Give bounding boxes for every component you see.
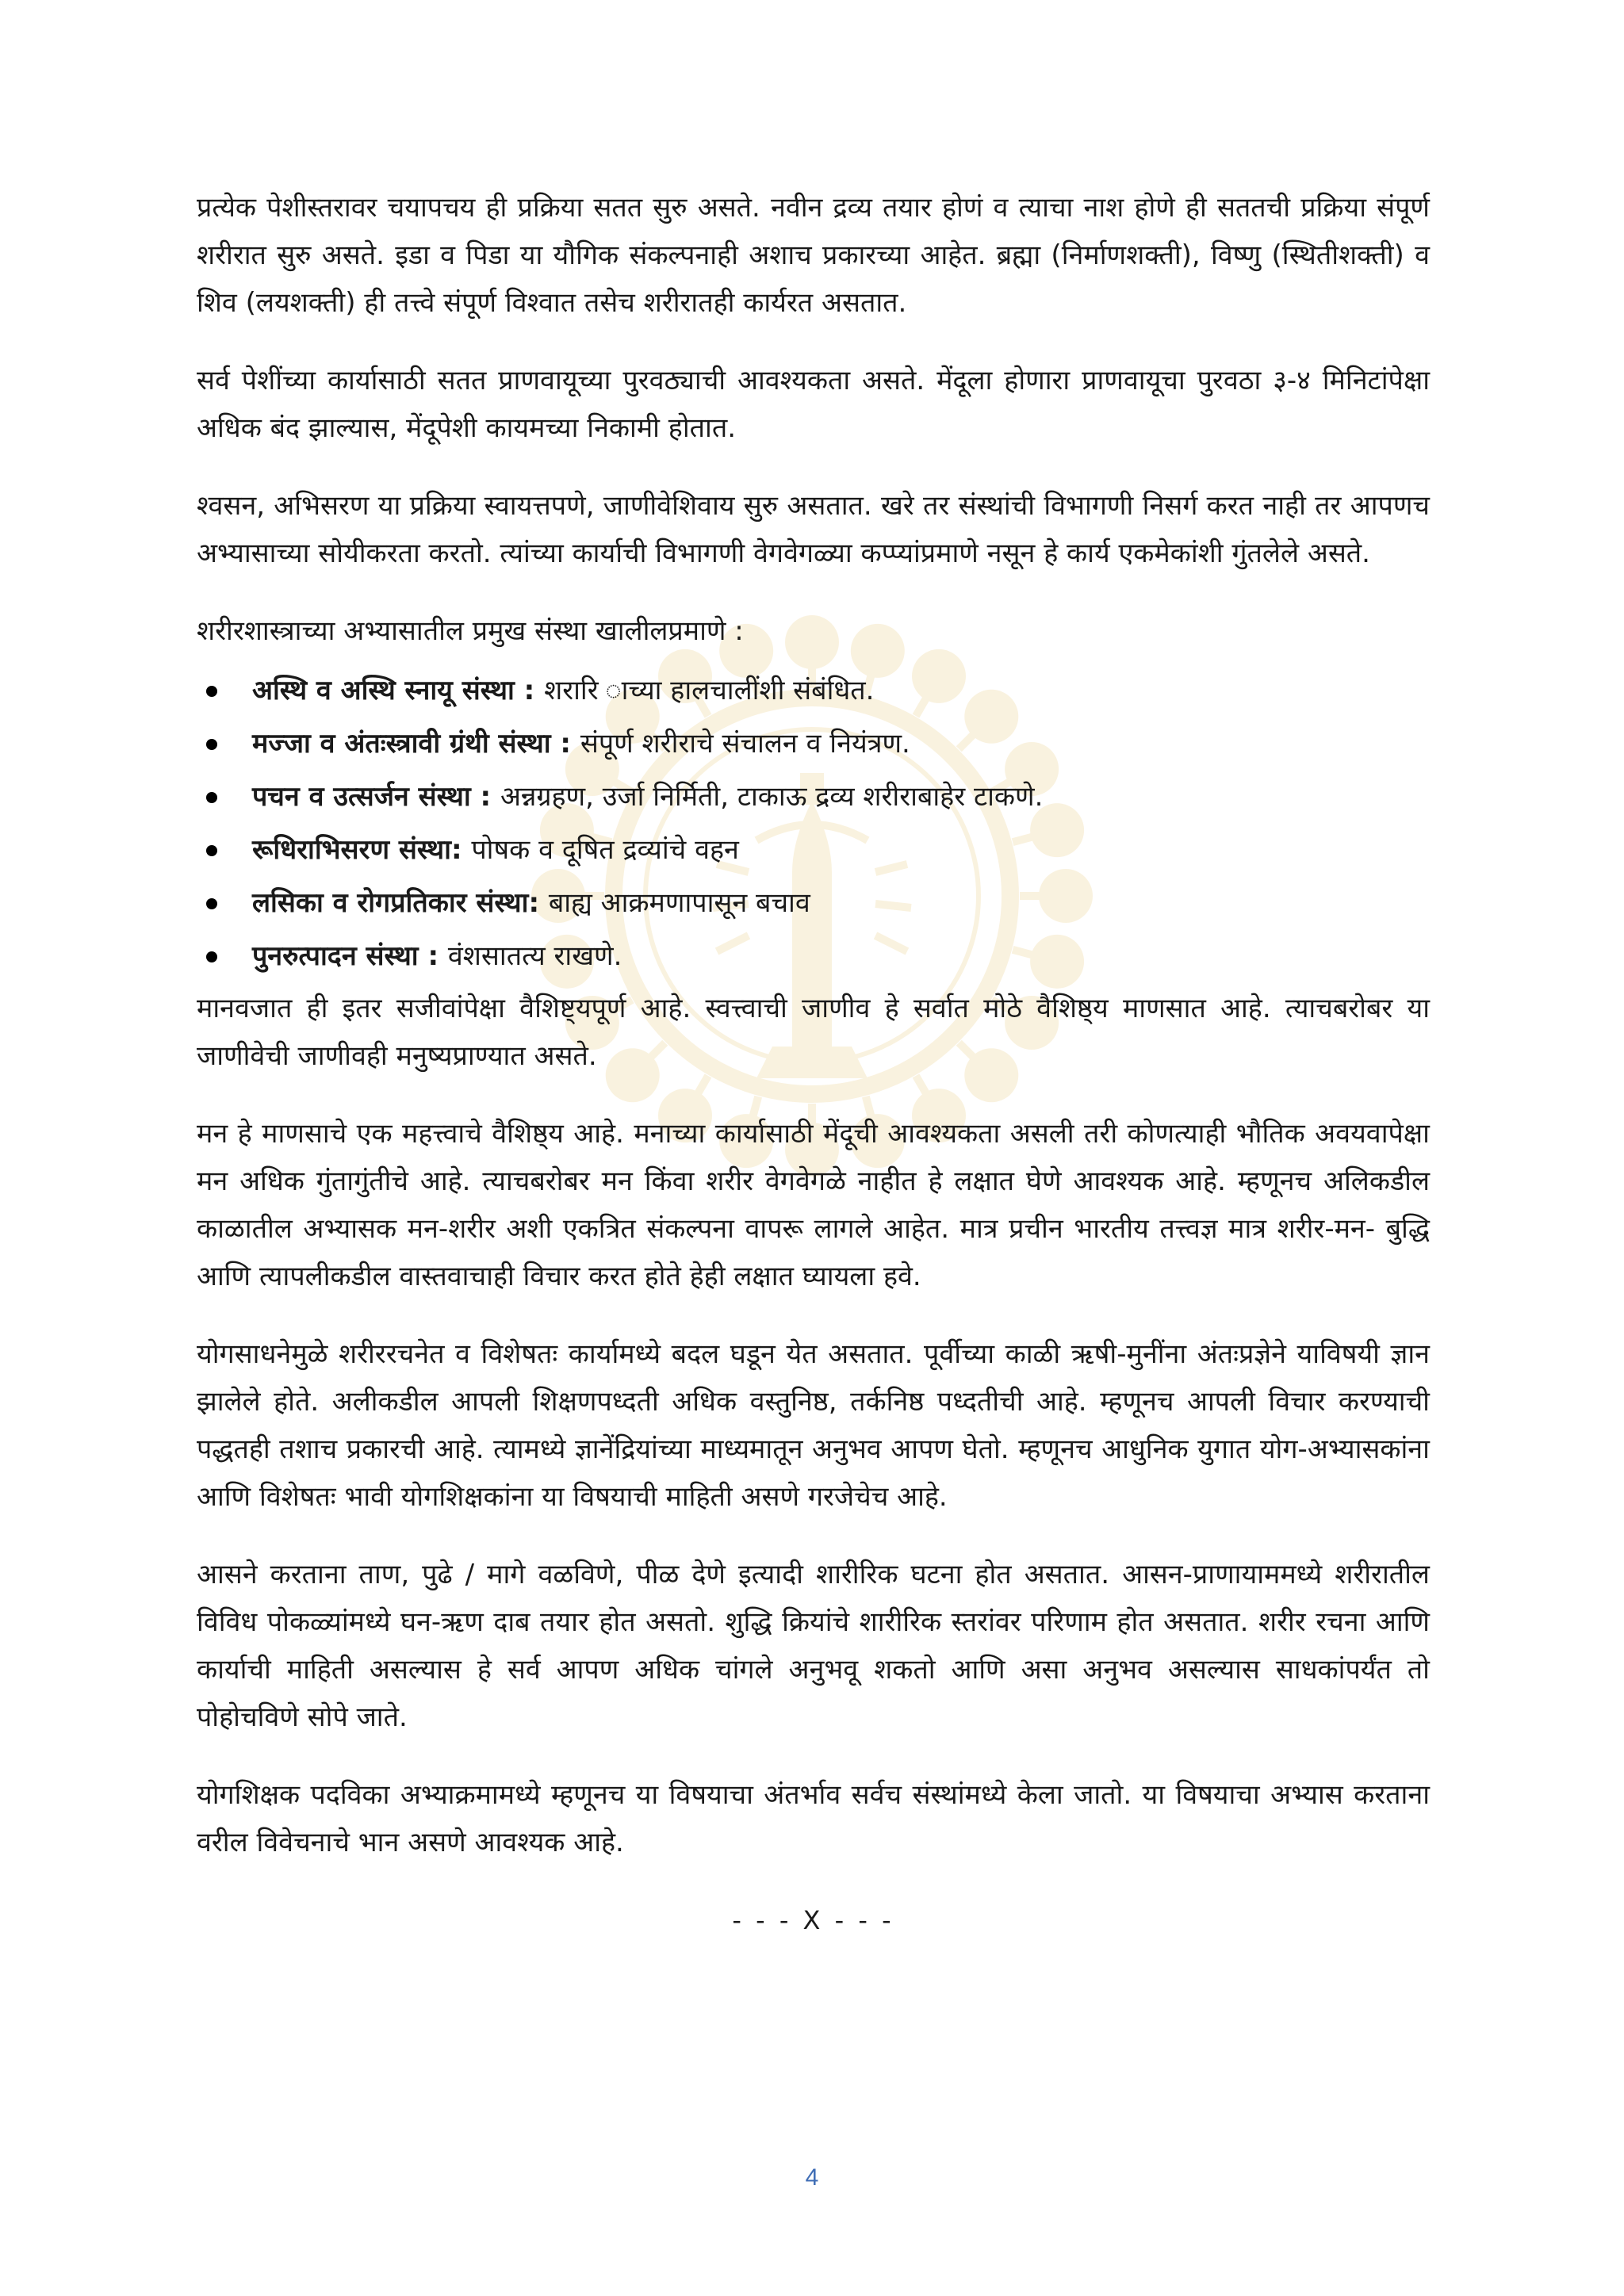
term-separator: :	[450, 834, 472, 866]
system-description: संपूर्ण शरीराचे संचालन व नियंत्रण.	[580, 728, 910, 760]
term-separator: :	[528, 887, 549, 919]
system-description: अन्नग्रहण, उर्जा निर्मिती, टाकाऊ द्रव्य शरीराबाहेर टाकणे.	[500, 781, 1044, 813]
paragraph: सर्व पेशींच्या कार्यासाठी सतत प्राणवायूच्या पुरवठ्याची आवश्यकता असते. मेंदूला होणारा प्राणवायूचा पुरवठा ३-४ मिनिटांपेक्षा अधिक बंद झाल्यास, मेंदूपेशी कायमच्या निकामी होतात.	[197, 365, 1430, 444]
system-description: वंशसातत्य राखणे.	[447, 940, 622, 972]
bullet-icon	[206, 898, 217, 909]
system-description: शरारि ाच्या हालचालींशी संबंधित.	[544, 675, 875, 706]
system-description: पोषक व दूषित द्रव्यांचे वहन	[471, 834, 739, 866]
paragraph: योगशिक्षक पदविका अभ्याक्रमामध्ये म्हणूनच या विषयाचा अंतर्भाव सर्वच संस्थांमध्ये केला जातो. या विषयाचा अभ्यास करताना वरील विवेचनाचे भान असणे आवश्यक आहे.	[197, 1779, 1430, 1858]
paragraph: प्रत्येक पेशीस्तरावर चयापचय ही प्रक्रिया सतत सुरु असते. नवीन द्रव्य तयार होणं व त्याचा नाश होणे ही सततची प्रक्रिया संपूर्ण शरीरात सुरु असते. इडा व पिडा या यौगिक संकल्पनाही अशाच प्रकारच्या आहेत. ब्रह्मा (निर्माणशक्ती), विष्णु (स्थितीशक्ती) व शिव (लयशक्ती) ही तत्त्वे संपूर्ण विश्वात तसेच शरीरातही कार्यरत असतात.	[197, 192, 1430, 319]
list-item	[247, 930, 1430, 983]
list-item	[247, 664, 1430, 718]
page-number: 4	[805, 2164, 819, 2191]
paragraph: मानवजात ही इतर सजीवांपेक्षा वैशिष्ट्यपूर्ण आहे. स्वत्त्वाची जाणीव हे सर्वात मोठे वैशिष्ठ्य माणसात आहे. त्याचबरोबर या जाणीवेची जाणीवही मनुष्यप्राण्यात असते.	[197, 993, 1430, 1072]
system-term: मज्जा व अंतःस्त्रावी ग्रंथी संस्था	[252, 728, 551, 760]
bullet-icon	[206, 739, 217, 750]
list-intro: शरीरशास्त्राच्या अभ्यासातील प्रमुख संस्था खालीलप्रमाणे :	[197, 615, 744, 647]
system-description: बाह्य आक्रमणापासून बचाव	[548, 887, 810, 919]
system-term: पुनरुत्पादन संस्था	[252, 940, 419, 972]
system-term: लसिका व रोगप्रतिकार संस्था	[252, 887, 529, 919]
term-separator: :	[514, 675, 545, 706]
paragraph: मन हे माणसाचे एक महत्त्वाचे वैशिष्ठ्य आहे. मनाच्या कार्यासाठी मेंदूची आवश्यकता असली तरी कोणत्याही भौतिक अवयवापेक्षा मन अधिक गुंतागुंतीचे आहे. त्याचबरोबर मन किंवा शरीर वेगवेगळे नाहीत हे लक्षात घेणे आवश्यक आहे. म्हणूनच अलिकडील काळातील अभ्यासक मन-शरीर अशी एकत्रित संकल्पना वापरू लागले आहेत. मात्र प्रचीन भारतीय तत्त्वज्ञ मात्र शरीर-मन- बुद्धि आणि त्यापलीकडील वास्तवाचाही विचार करत होते हेही लक्षात घ्यायला हवे.	[197, 1118, 1430, 1292]
bullet-icon	[206, 792, 217, 803]
paragraph: योगसाधनेमुळे शरीररचनेत व विशेषतः कार्यामध्ये बदल घडून येत असतात. पूर्वीच्या काळी ऋषी-मुनींना अंतःप्रज्ञेने याविषयी ज्ञान झालेले होते. अलीकडील आपली शिक्षणपध्दती अधिक वस्तुनिष्ठ, तर्कनिष्ठ पध्दतीची आहे. म्हणूनच आपली विचार करण्याची पद्धतही तशाच प्रकारची आहे. त्यामध्ये ज्ञानेंद्रियांच्या माध्यमातून अनुभव आपण घेतो. म्हणूनच आधुनिक युगात योग-अभ्यासकांना आणि विशेषतः भावी योगशिक्षकांना या विषयाची माहिती असणे गरजेचेच आहे.	[197, 1338, 1430, 1513]
paragraph: श्वसन, अभिसरण या प्रक्रिया स्वायत्तपणे, जाणीवेशिवाय सुरु असतात. खरे तर संस्थांची विभागणी निसर्ग करत नाही तर आपणच अभ्यासाच्या सोयीकरता करतो. त्यांच्या कार्याची विभागणी वेगवेगळ्या कप्प्यांप्रमाणे नसून हे कार्य एकमेकांशी गुंतलेले असते.	[197, 490, 1430, 569]
paragraph: आसने करताना ताण, पुढे / मागे वळविणे, पीळ देणे इत्यादी शारीरिक घटना होत असतात. आसन-प्राणायाममध्ये शरीरातील विविध पोकळ्यांमध्ये घन-ऋण दाब तयार होत असतो. शुद्धि क्रियांचे शारीरिक स्तरांवर परिणाम होत असतात. शरीर रचना आणि कार्याची माहिती असल्यास हे सर्व आपण अधिक चांगले अनुभवू शकतो आणि असा अनुभव असल्यास साधकांपर्यंत तो पोहोचविणे सोपे जाते.	[197, 1559, 1430, 1733]
system-term: अस्थि व अस्थि स्नायू संस्था	[252, 675, 515, 706]
bullet-icon	[206, 686, 217, 697]
term-separator: :	[470, 781, 500, 813]
bullet-icon	[206, 951, 217, 962]
term-separator: :	[418, 940, 448, 972]
list-item	[247, 771, 1430, 824]
term-separator: :	[550, 728, 580, 760]
system-term: रूधिराभिसरण संस्था	[252, 834, 451, 866]
bullet-icon	[206, 845, 217, 856]
list-item	[247, 718, 1430, 771]
list-item	[247, 824, 1430, 877]
body-systems-list	[197, 664, 1430, 983]
section-separator: - - - X - - -	[732, 1905, 894, 1935]
document-body	[197, 184, 1430, 1944]
system-term: पचन व उत्सर्जन संस्था	[252, 781, 471, 813]
list-item	[247, 877, 1430, 930]
